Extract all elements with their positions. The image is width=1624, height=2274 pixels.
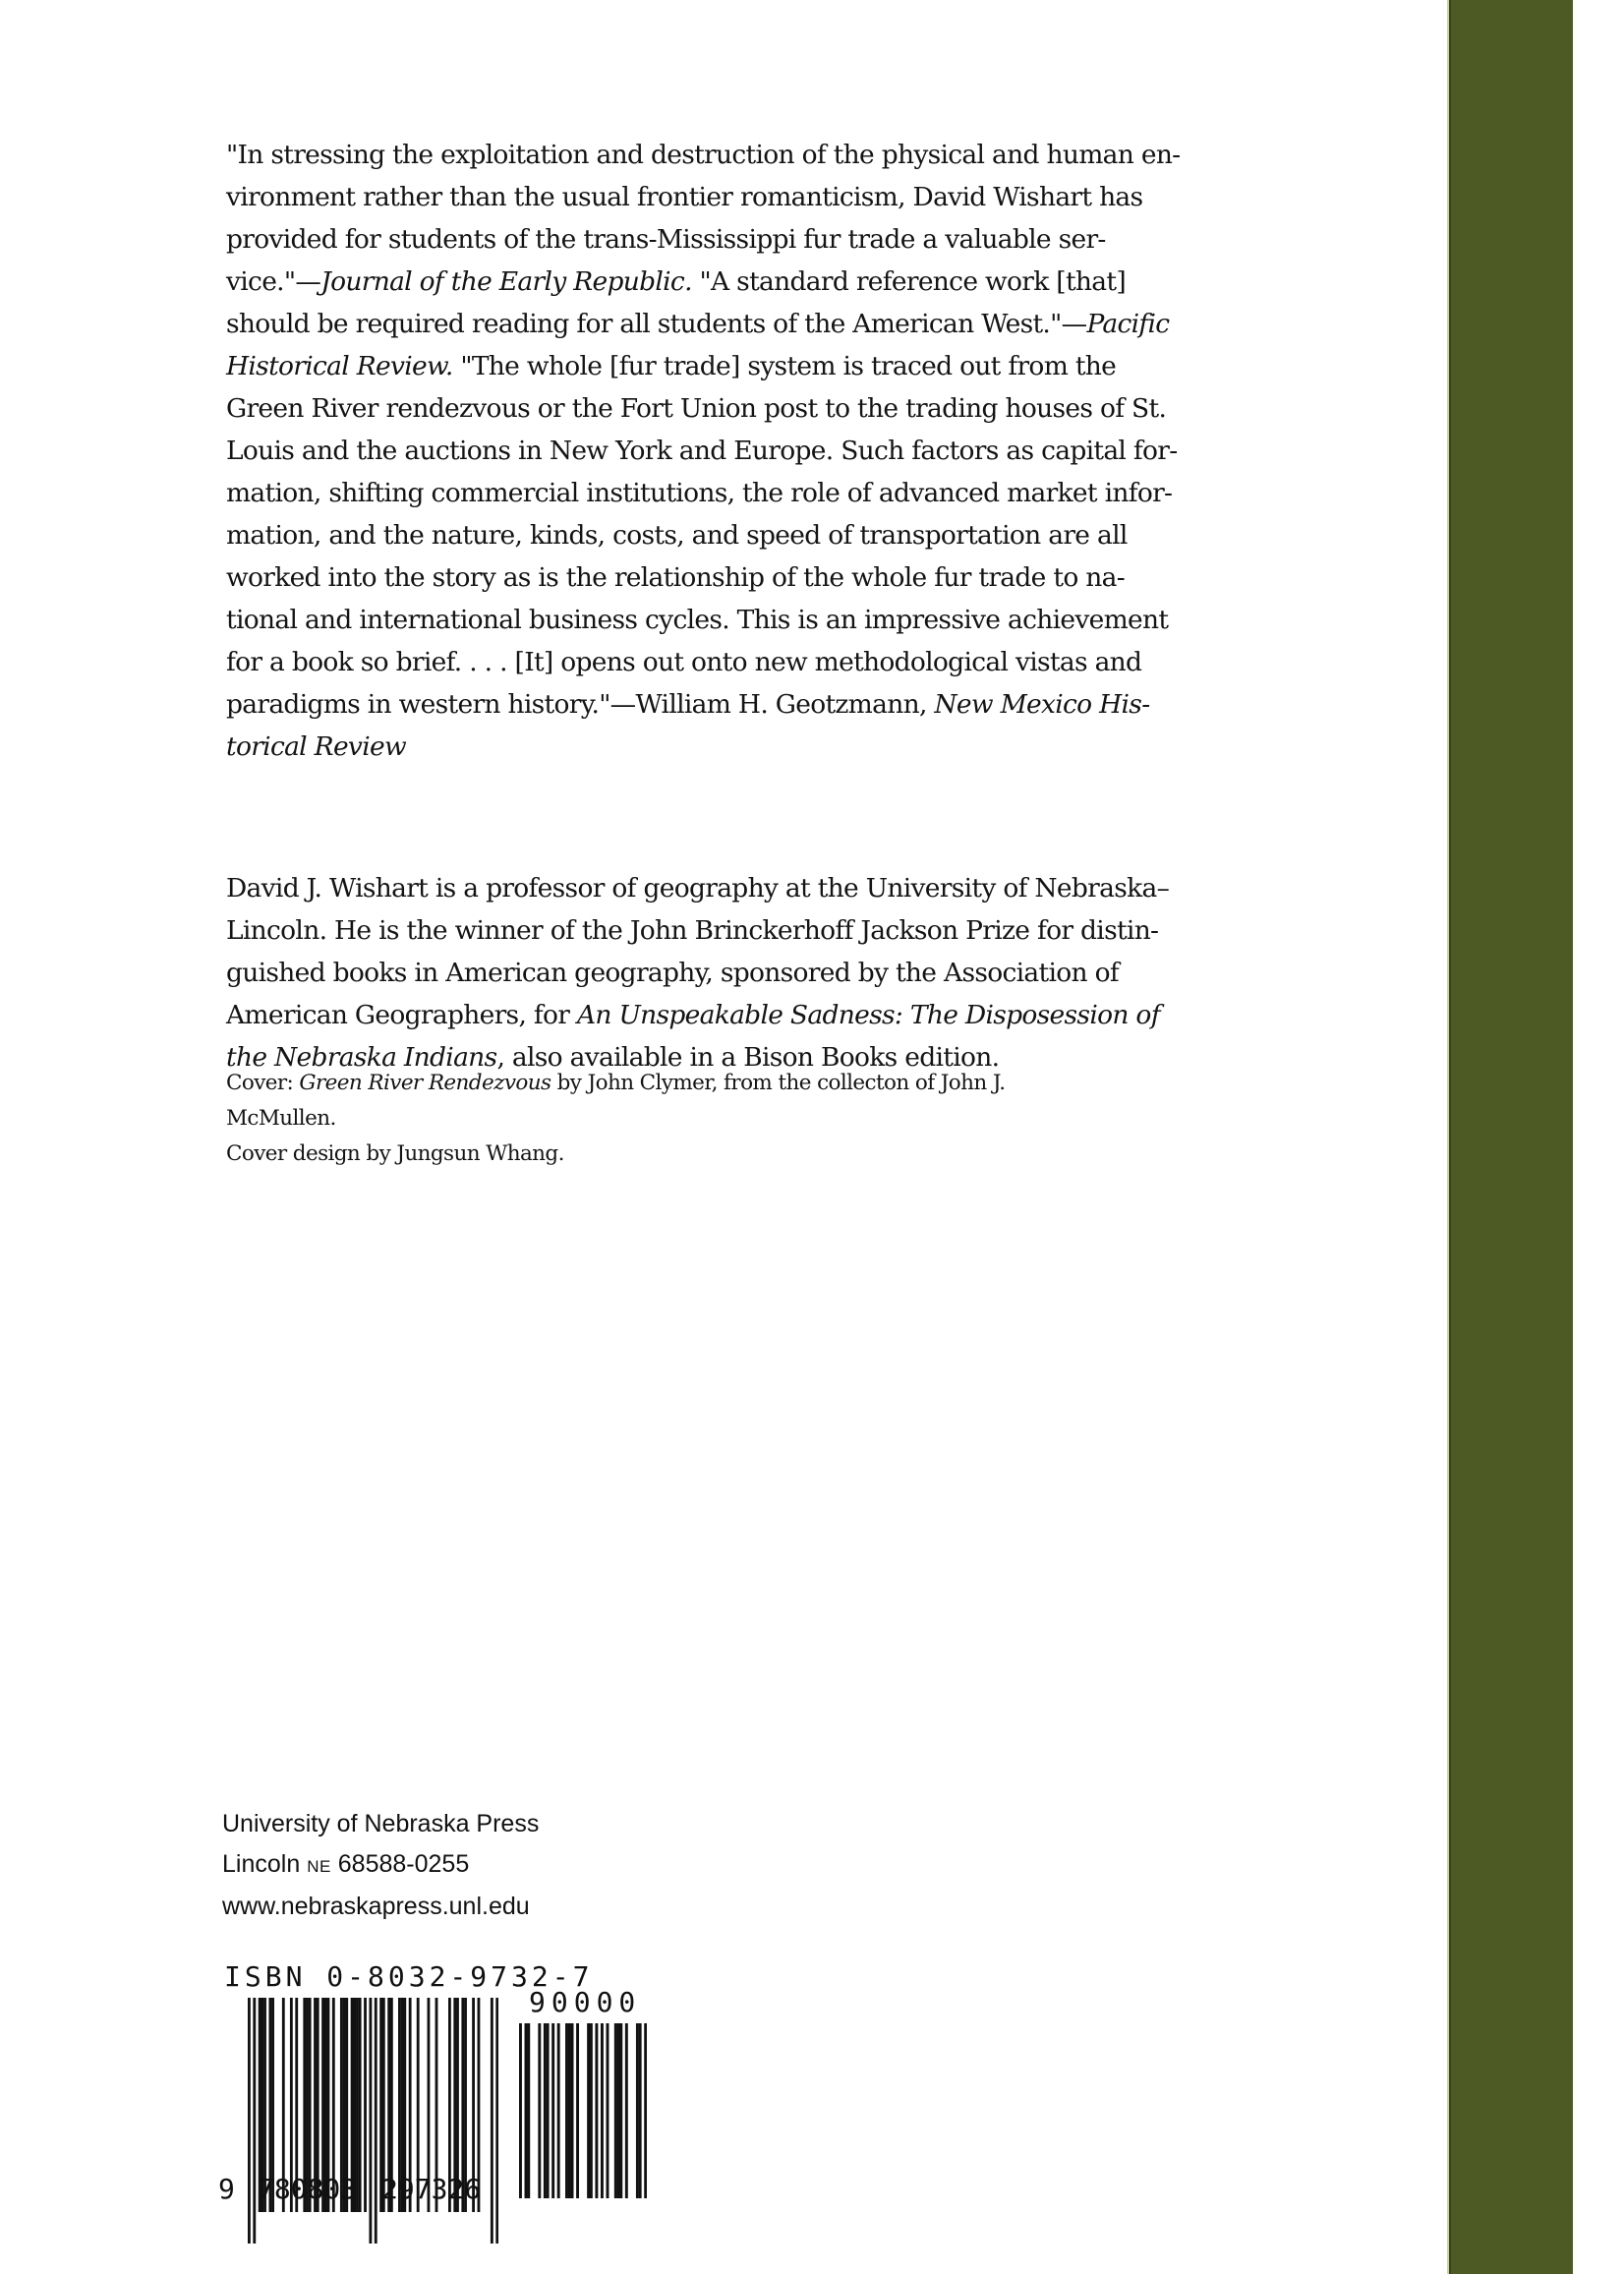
text-line xyxy=(226,726,1150,768)
text-run: McMullen. xyxy=(226,1106,336,1131)
text-line xyxy=(226,176,1150,218)
text-line xyxy=(226,1137,1150,1172)
text-run: Louis and the auctions in New York and Europe. Such factors as capital for- xyxy=(226,436,1178,466)
addon-bar xyxy=(547,2023,550,2198)
text-line xyxy=(226,134,1181,176)
text-line xyxy=(226,599,1169,641)
text-run: "The whole [fur trade] system is traced out from the xyxy=(452,351,1117,381)
text-run: guished books in American geography, sponsored by the Association of xyxy=(226,958,1119,988)
addon-bar xyxy=(614,2023,617,2198)
text-run: "In stressing the exploitation and destruction of the physical and human en- xyxy=(226,140,1181,170)
text-line xyxy=(226,1101,1150,1137)
cover-credits xyxy=(226,1066,1150,1172)
addon-bar xyxy=(544,2023,547,2198)
italic-title: An Unspeakable Sadness: The Disposession of xyxy=(576,1000,1160,1030)
addon-bar xyxy=(557,2023,560,2198)
barcode-bar xyxy=(364,1998,367,2212)
text-run: for a book so brief. . . . [It] opens out onto new methodological vistas and xyxy=(226,647,1142,677)
text-line xyxy=(226,430,1178,472)
addon-bar xyxy=(568,2023,571,2198)
publisher-url[interactable]: www.nebraskapress.unl.edu xyxy=(222,1893,530,1920)
review-blurb xyxy=(226,134,1181,768)
addon-bar xyxy=(551,2023,554,2198)
publisher-address xyxy=(222,1844,539,1887)
publisher-city: Lincoln xyxy=(222,1850,301,1878)
author-bio xyxy=(226,867,1170,1079)
ean-first-digit: 9 xyxy=(218,2173,235,2205)
addon-bar xyxy=(625,2023,628,2198)
text-line xyxy=(226,952,1150,994)
text-run: vice."— xyxy=(226,266,321,297)
italic-title: Pacific xyxy=(1086,309,1170,339)
text-line xyxy=(226,261,1150,303)
text-run: vironment rather than the usual frontier romanticism, David Wishart has xyxy=(226,182,1143,212)
italic-title: Historical Review. xyxy=(226,351,453,381)
text-line xyxy=(226,472,1173,514)
addon-bar xyxy=(571,2023,574,2198)
text-line xyxy=(226,345,1150,387)
publisher-name: University of Nebraska Press xyxy=(222,1810,540,1837)
text-line xyxy=(226,303,1170,345)
barcode-guard-bar xyxy=(369,1998,372,2244)
barcode-bar xyxy=(359,1998,362,2212)
text-run: American Geographers, for xyxy=(226,1000,577,1030)
addon-bar xyxy=(525,2023,528,2198)
text-run: tional and international business cycles. This is an impressive achievement xyxy=(226,605,1169,635)
addon-bar xyxy=(595,2023,598,2198)
ean-left-digits: 780803 xyxy=(258,2173,358,2205)
text-run: Green River rendezvous or the Fort Union post to the trading houses of St. xyxy=(226,393,1167,424)
italic-title: torical Review xyxy=(226,731,406,762)
text-line xyxy=(226,514,1150,556)
text-line xyxy=(226,909,1159,952)
text-run: mation, and the nature, kinds, costs, and speed of transportation are all xyxy=(226,520,1128,551)
addon-bar xyxy=(587,2023,590,2198)
addon-bar xyxy=(576,2023,579,2198)
text-run: David J. Wishart is a professor of geography at the University of Nebraska– xyxy=(226,873,1170,904)
addon-bar xyxy=(527,2023,530,2198)
text-line xyxy=(226,683,1150,726)
italic-title: New Mexico His- xyxy=(934,689,1150,720)
text-run: "A standard reference work [that] xyxy=(691,266,1126,297)
addon-bar xyxy=(607,2023,609,2198)
text-run: worked into the story as is the relationship of the whole fur trade to na- xyxy=(226,562,1126,593)
ean13-barcode xyxy=(248,1998,498,2244)
price-addon-digits: 90000 xyxy=(529,1986,642,2018)
addon-bar xyxy=(590,2023,593,2198)
book-spine-band xyxy=(1449,0,1573,2274)
addon-bar xyxy=(644,2023,647,2198)
barcode-guard-bar xyxy=(491,1998,493,2244)
text-run: by John Clymer, from the collecton of John J. xyxy=(551,1071,1006,1095)
addon-bar xyxy=(538,2023,541,2198)
text-line xyxy=(226,1066,1150,1101)
text-run: provided for students of the trans-Mississippi fur trade a valuable ser- xyxy=(226,224,1106,255)
text-run: Lincoln. He is the winner of the John Brinckerhoff Jackson Prize for distin- xyxy=(226,915,1159,946)
barcode-guard-bar xyxy=(375,1998,377,2244)
addon-bar xyxy=(636,2023,639,2198)
text-run: mation, shifting commercial institutions, the role of advanced market infor- xyxy=(226,478,1173,508)
publisher-zip: 68588-0255 xyxy=(337,1850,470,1878)
addon-bar xyxy=(565,2023,568,2198)
publisher-state: NE xyxy=(307,1857,331,1876)
addon-barcode xyxy=(519,2023,647,2198)
addon-bar xyxy=(519,2023,522,2198)
italic-title: the Nebraska Indians xyxy=(226,1042,497,1073)
text-run: Cover: xyxy=(226,1071,300,1095)
text-line xyxy=(226,218,1150,261)
addon-bar xyxy=(639,2023,642,2198)
barcode-guard-bar xyxy=(253,1998,256,2244)
text-run: Cover design by Jungsun Whang. xyxy=(226,1141,564,1166)
italic-title: Journal of the Early Republic. xyxy=(320,266,692,297)
text-line xyxy=(226,994,1160,1036)
text-run: paradigms in western history."—William H. Geotzmann, xyxy=(226,689,935,720)
addon-bar xyxy=(601,2023,604,2198)
text-run: , also available in a Bison Books edition. xyxy=(496,1042,1000,1073)
barcode-guard-bar xyxy=(248,1998,251,2244)
text-run: should be required reading for all students of the American West."— xyxy=(226,309,1087,339)
text-line xyxy=(226,641,1150,683)
barcode-guard-bar xyxy=(495,1998,498,2244)
addon-bar xyxy=(619,2023,622,2198)
addon-bar xyxy=(617,2023,620,2198)
text-line xyxy=(226,387,1167,430)
text-line xyxy=(226,556,1150,599)
ean-right-digits: 297326 xyxy=(381,2173,482,2205)
text-line xyxy=(226,867,1170,909)
italic-title: Green River Rendezvous xyxy=(299,1071,551,1095)
isbn-label: ISBN 0-8032-9732-7 xyxy=(224,1960,594,1993)
publisher-block xyxy=(222,1804,539,1927)
